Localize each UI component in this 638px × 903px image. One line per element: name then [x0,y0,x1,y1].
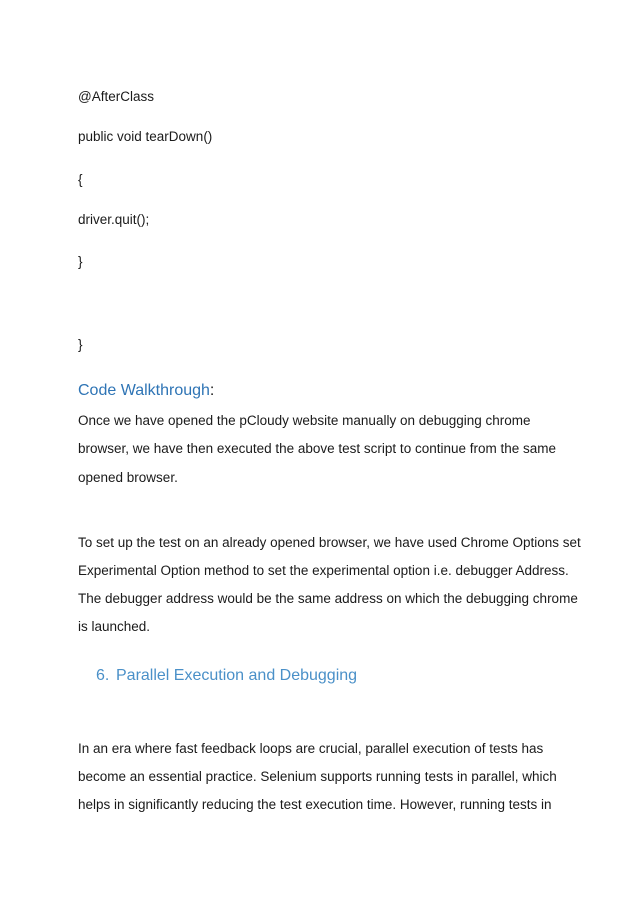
walkthrough-para1-line1: Once we have opened the pCloudy website manually on debugging chrome [78,413,531,428]
walkthrough-heading [78,381,214,401]
code-line-method-signature: public void tearDown() [78,129,213,144]
section-heading [96,666,357,686]
section-para-line1: In an era where fast feedback loops are crucial, parallel execution of tests has [78,741,544,756]
walkthrough-para2-line3: The debugger address would be the same address on which the debugging chrome [78,591,578,606]
code-line-class-close-brace: } [78,337,83,352]
section-number: 6. [96,667,110,684]
code-line-annotation: @AfterClass [78,89,154,104]
walkthrough-heading-text: Code Walkthrough [78,382,210,399]
section-para-line3: helps in significantly reducing the test execution time. However, running tests in [78,797,552,812]
code-line-close-brace: } [78,254,83,269]
code-line-open-brace: { [78,172,83,187]
walkthrough-para2-line1: To set up the test on an already opened browser, we have used Chrome Options set [78,535,581,550]
section-para-line2: become an essential practice. Selenium supports running tests in parallel, which [78,769,557,784]
section-title: Parallel Execution and Debugging [116,667,358,684]
walkthrough-para1-line3: opened browser. [78,470,178,485]
walkthrough-para2-line2: Experimental Option method to set the experimental option i.e. debugger Address. [78,563,569,578]
walkthrough-heading-colon: : [209,382,215,399]
walkthrough-para2-line4: is launched. [78,619,151,634]
walkthrough-para1-line2: browser, we have then executed the above test script to continue from the same [78,441,557,456]
code-line-driver-quit: driver.quit(); [78,212,150,227]
